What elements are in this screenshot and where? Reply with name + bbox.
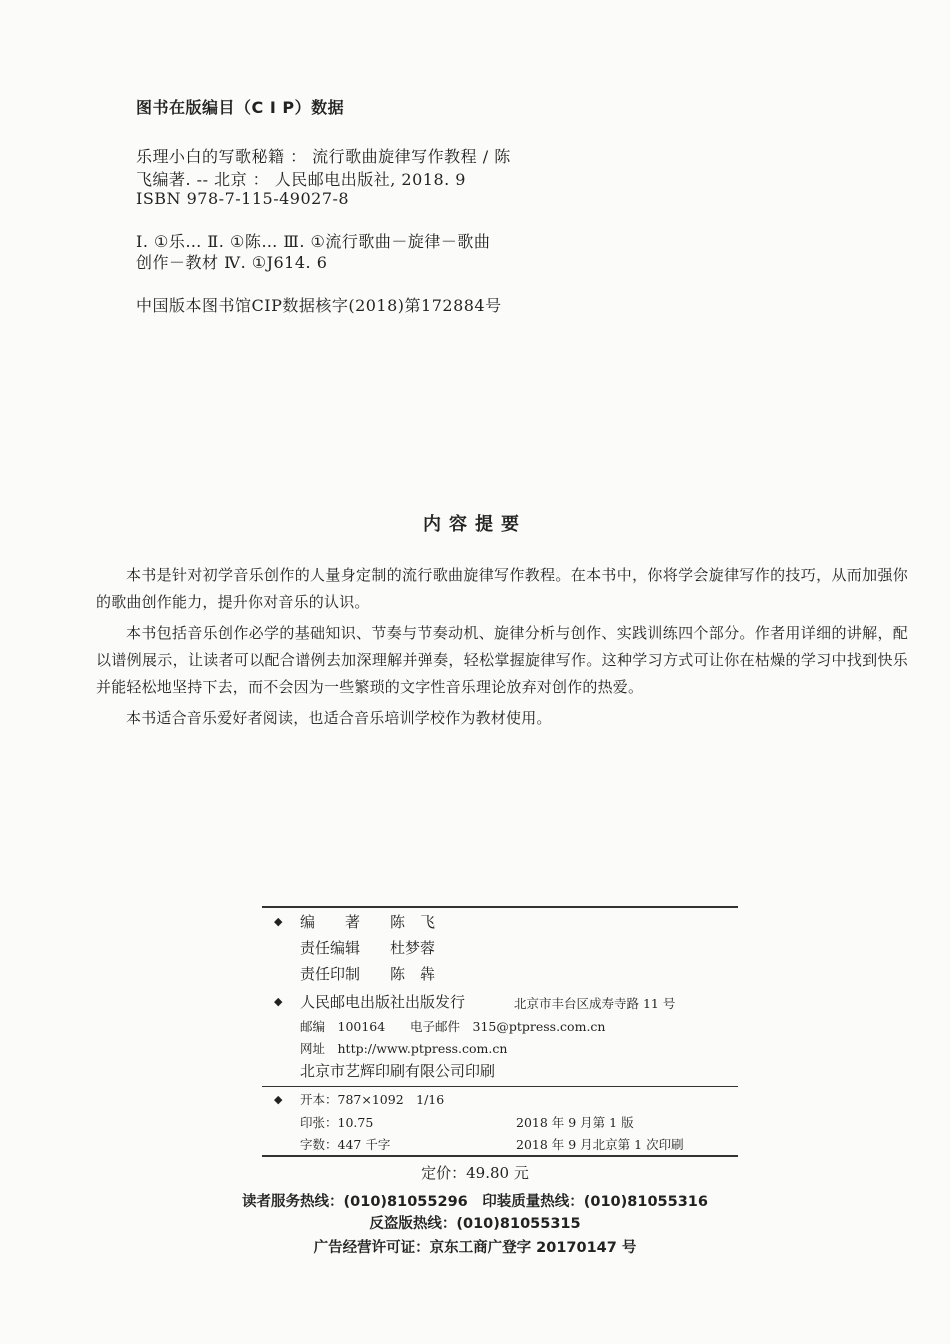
printing-label: 责任印制 — [300, 965, 361, 983]
bullet-icon: ◆ — [274, 915, 283, 928]
editor-name: 杜梦蓉 — [390, 939, 436, 957]
summary-paragraph: 本书是针对初学音乐创作的人量身定制的流行歌曲旋律写作教程。在本书中，你将学会旋律写作的技巧，从而加强你的歌曲创作能力，提升你对音乐的认识。 — [96, 566, 908, 611]
cip-record-number: 中国版本图书馆CIP数据核字(2018)第172884号 — [136, 296, 502, 315]
editor-label: 责任编辑 — [300, 939, 361, 957]
summary-paragraph: 本书包括音乐创作必学的基础知识、节奏与节奏动机、旋律分析与创作、实践训练四个部分。作者用详细的讲解，配以谱例展示，让读者可以配合谱例去加深理解并弹奏，轻松掌握旋律写作。这种学习方式可让你在枯燥的学习中找到快乐并能轻松地坚持下去，而不会因为一些繁琐的文字性音乐理论放弃对创作的热爱。 — [96, 624, 908, 696]
publisher-address: 北京市丰台区成寿寺路 11 号 — [514, 996, 676, 1011]
bottom-rule — [262, 1155, 738, 1157]
middle-rule — [262, 1086, 738, 1087]
email: 电子邮件 315@ptpress.com.cn — [410, 1019, 606, 1034]
impression: 2018 年 9 月北京第 1 次印刷 — [516, 1137, 684, 1152]
format: 开本：787×1092 1/16 — [300, 1092, 445, 1107]
cip-classification-line-2: 创作－教材 Ⅳ. ①J614. 6 — [136, 253, 328, 272]
cip-classification-line: Ⅰ. ①乐… Ⅱ. ①陈… Ⅲ. ①流行歌曲－旋律－歌曲 — [136, 232, 491, 251]
summary-title: 内容提要 — [423, 514, 527, 535]
author-label: 编 著 — [300, 913, 361, 931]
postcode: 邮编 100164 — [300, 1019, 386, 1034]
publisher: 人民邮电出版社出版发行 — [300, 993, 466, 1011]
author-name: 陈 飞 — [390, 913, 436, 931]
cip-publisher-line: 飞编著. -- 北京 ： 人民邮电出版社, 2018. 9 — [136, 170, 466, 189]
bullet-icon: ◆ — [274, 1093, 283, 1106]
antipiracy-hotline: 反盗版热线：(010)81055315 — [369, 1216, 581, 1232]
edition: 2018 年 9 月第 1 版 — [516, 1115, 634, 1130]
summary-paragraph: 本书适合音乐爱好者阅读，也适合音乐培训学校作为教材使用。 — [126, 709, 552, 727]
service-hotline: 读者服务热线：(010)81055296 印装质量热线：(010)81055316 — [242, 1194, 708, 1210]
summary-body — [96, 562, 908, 736]
sheets: 印张：10.75 — [300, 1115, 374, 1130]
top-rule — [262, 906, 738, 908]
cip-isbn-line: ISBN 978-7-115-49027-8 — [136, 189, 350, 208]
bullet-icon: ◆ — [274, 995, 283, 1008]
website: 网址 http://www.ptpress.com.cn — [300, 1041, 508, 1056]
word-count: 字数：447 千字 — [300, 1137, 391, 1152]
printing-name: 陈 犇 — [390, 965, 436, 983]
price: 定价：49.80 元 — [421, 1164, 529, 1182]
cip-heading: 图书在版编目（C I P）数据 — [136, 98, 345, 117]
printer: 北京市艺辉印刷有限公司印刷 — [300, 1062, 496, 1080]
ad-license: 广告经营许可证：京东工商广登字 20170147 号 — [313, 1240, 637, 1256]
cip-title-line: 乐理小白的写歌秘籍 ： 流行歌曲旋律写作教程 / 陈 — [136, 147, 511, 166]
